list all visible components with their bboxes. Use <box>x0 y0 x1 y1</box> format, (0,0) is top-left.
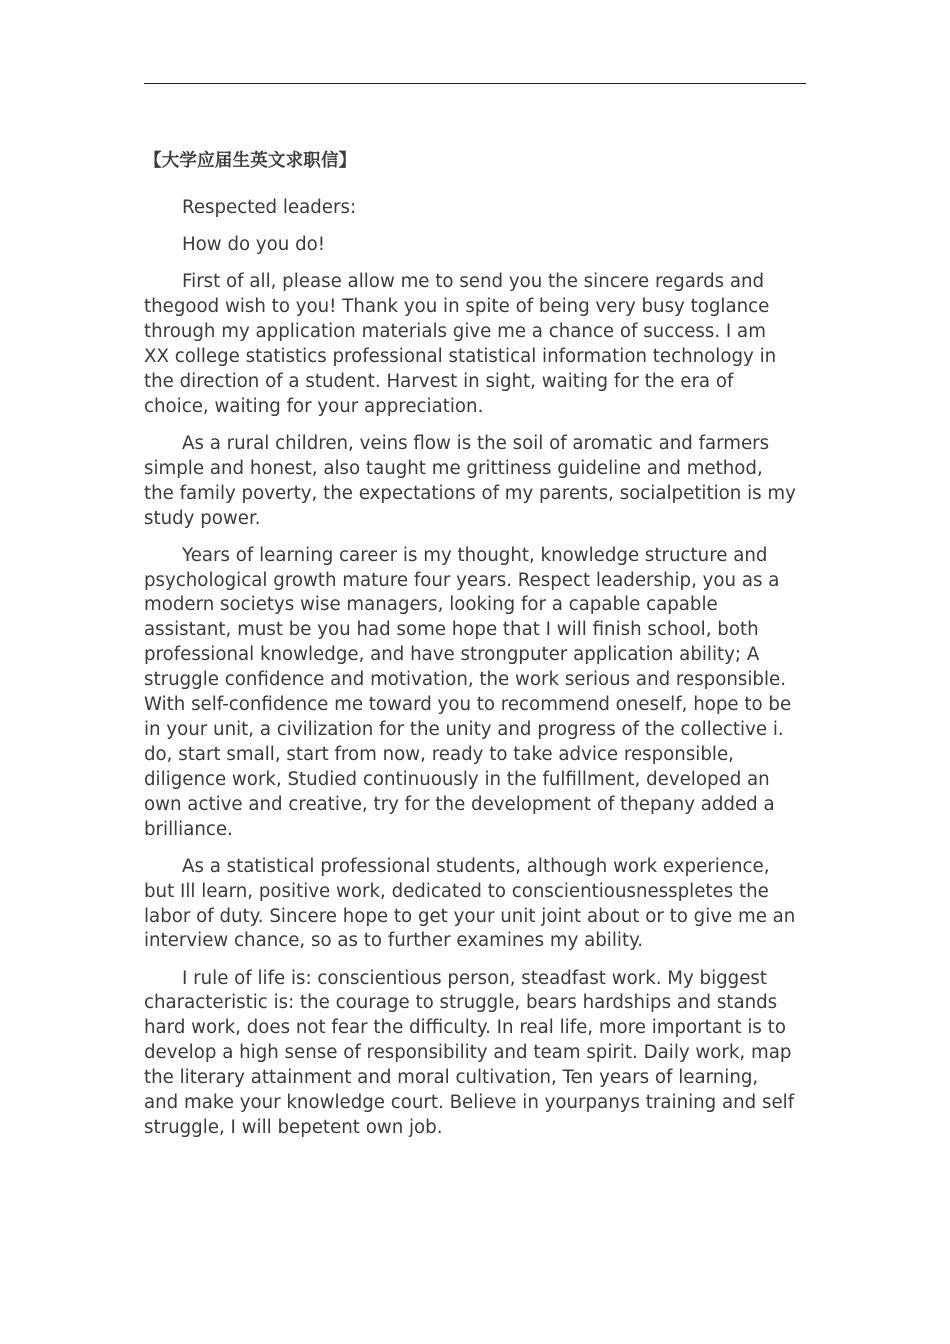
paragraph-request: As a statistical professional students, although work experience, but Ill learn, positive work, dedicated to conscientiousnesspletes the labor of duty. Sincere hope to get your unit joint about or to give me an interview chance, so as to further examines my ability. <box>144 855 796 952</box>
paragraph-character: I rule of life is: conscientious person, steadfast work. My biggest characteristic is: the courage to struggle, bears hardships and stands hard work, does not fear the difficulty. In real life, more important is to develop a high sense of responsibility and team spirit. Daily work, map the literary attainment and moral cultivation, Ten years of learning, and make your knowledge court. Believe in yourpanys training and self struggle, I will bepetent own job. <box>144 967 795 1138</box>
salutation: Respected leaders: <box>182 197 357 218</box>
paragraph-intro: First of all, please allow me to send you the sincere regards and thegood wish to you! Thank you in spite of being very busy toglance through my application materials give me a chance of success. I am XX college statistics professional statistical information technology in the direction of a student. Harvest in sight, waiting for the era of choice, waiting for your appreciation. <box>144 271 777 417</box>
paragraph-background: As a rural children, veins flow is the soil of aromatic and farmers simple and honest, also taught me grittiness guideline and method, the family poverty, the expectations of my parents, socialpetition is my study power. <box>144 432 796 529</box>
document-body <box>144 148 796 1153</box>
header-rule <box>144 83 806 84</box>
greeting: How do you do! <box>182 234 326 256</box>
document-title: 【大学应届生英文求职信】 <box>144 151 357 171</box>
paragraph-qualifications: Years of learning career is my thought, knowledge structure and psychological growth mature four years. Respect leadership, you as a modern societys wise managers, looking for a capable capable assistant, must be you had some hope that I will finish school, both professional knowledge, and have strongputer application ability; A struggle confidence and motivation, the work serious and responsible. With self-confidence me toward you to recommend oneself, hope to be in your unit, a civilization for the unity and progress of the collective i. do, start small, start from now, ready to take advice responsible, diligence work, Studied continuously in the fulfillment, developed an own active and creative, try for the development of thepany added a brilliance. <box>144 544 792 840</box>
